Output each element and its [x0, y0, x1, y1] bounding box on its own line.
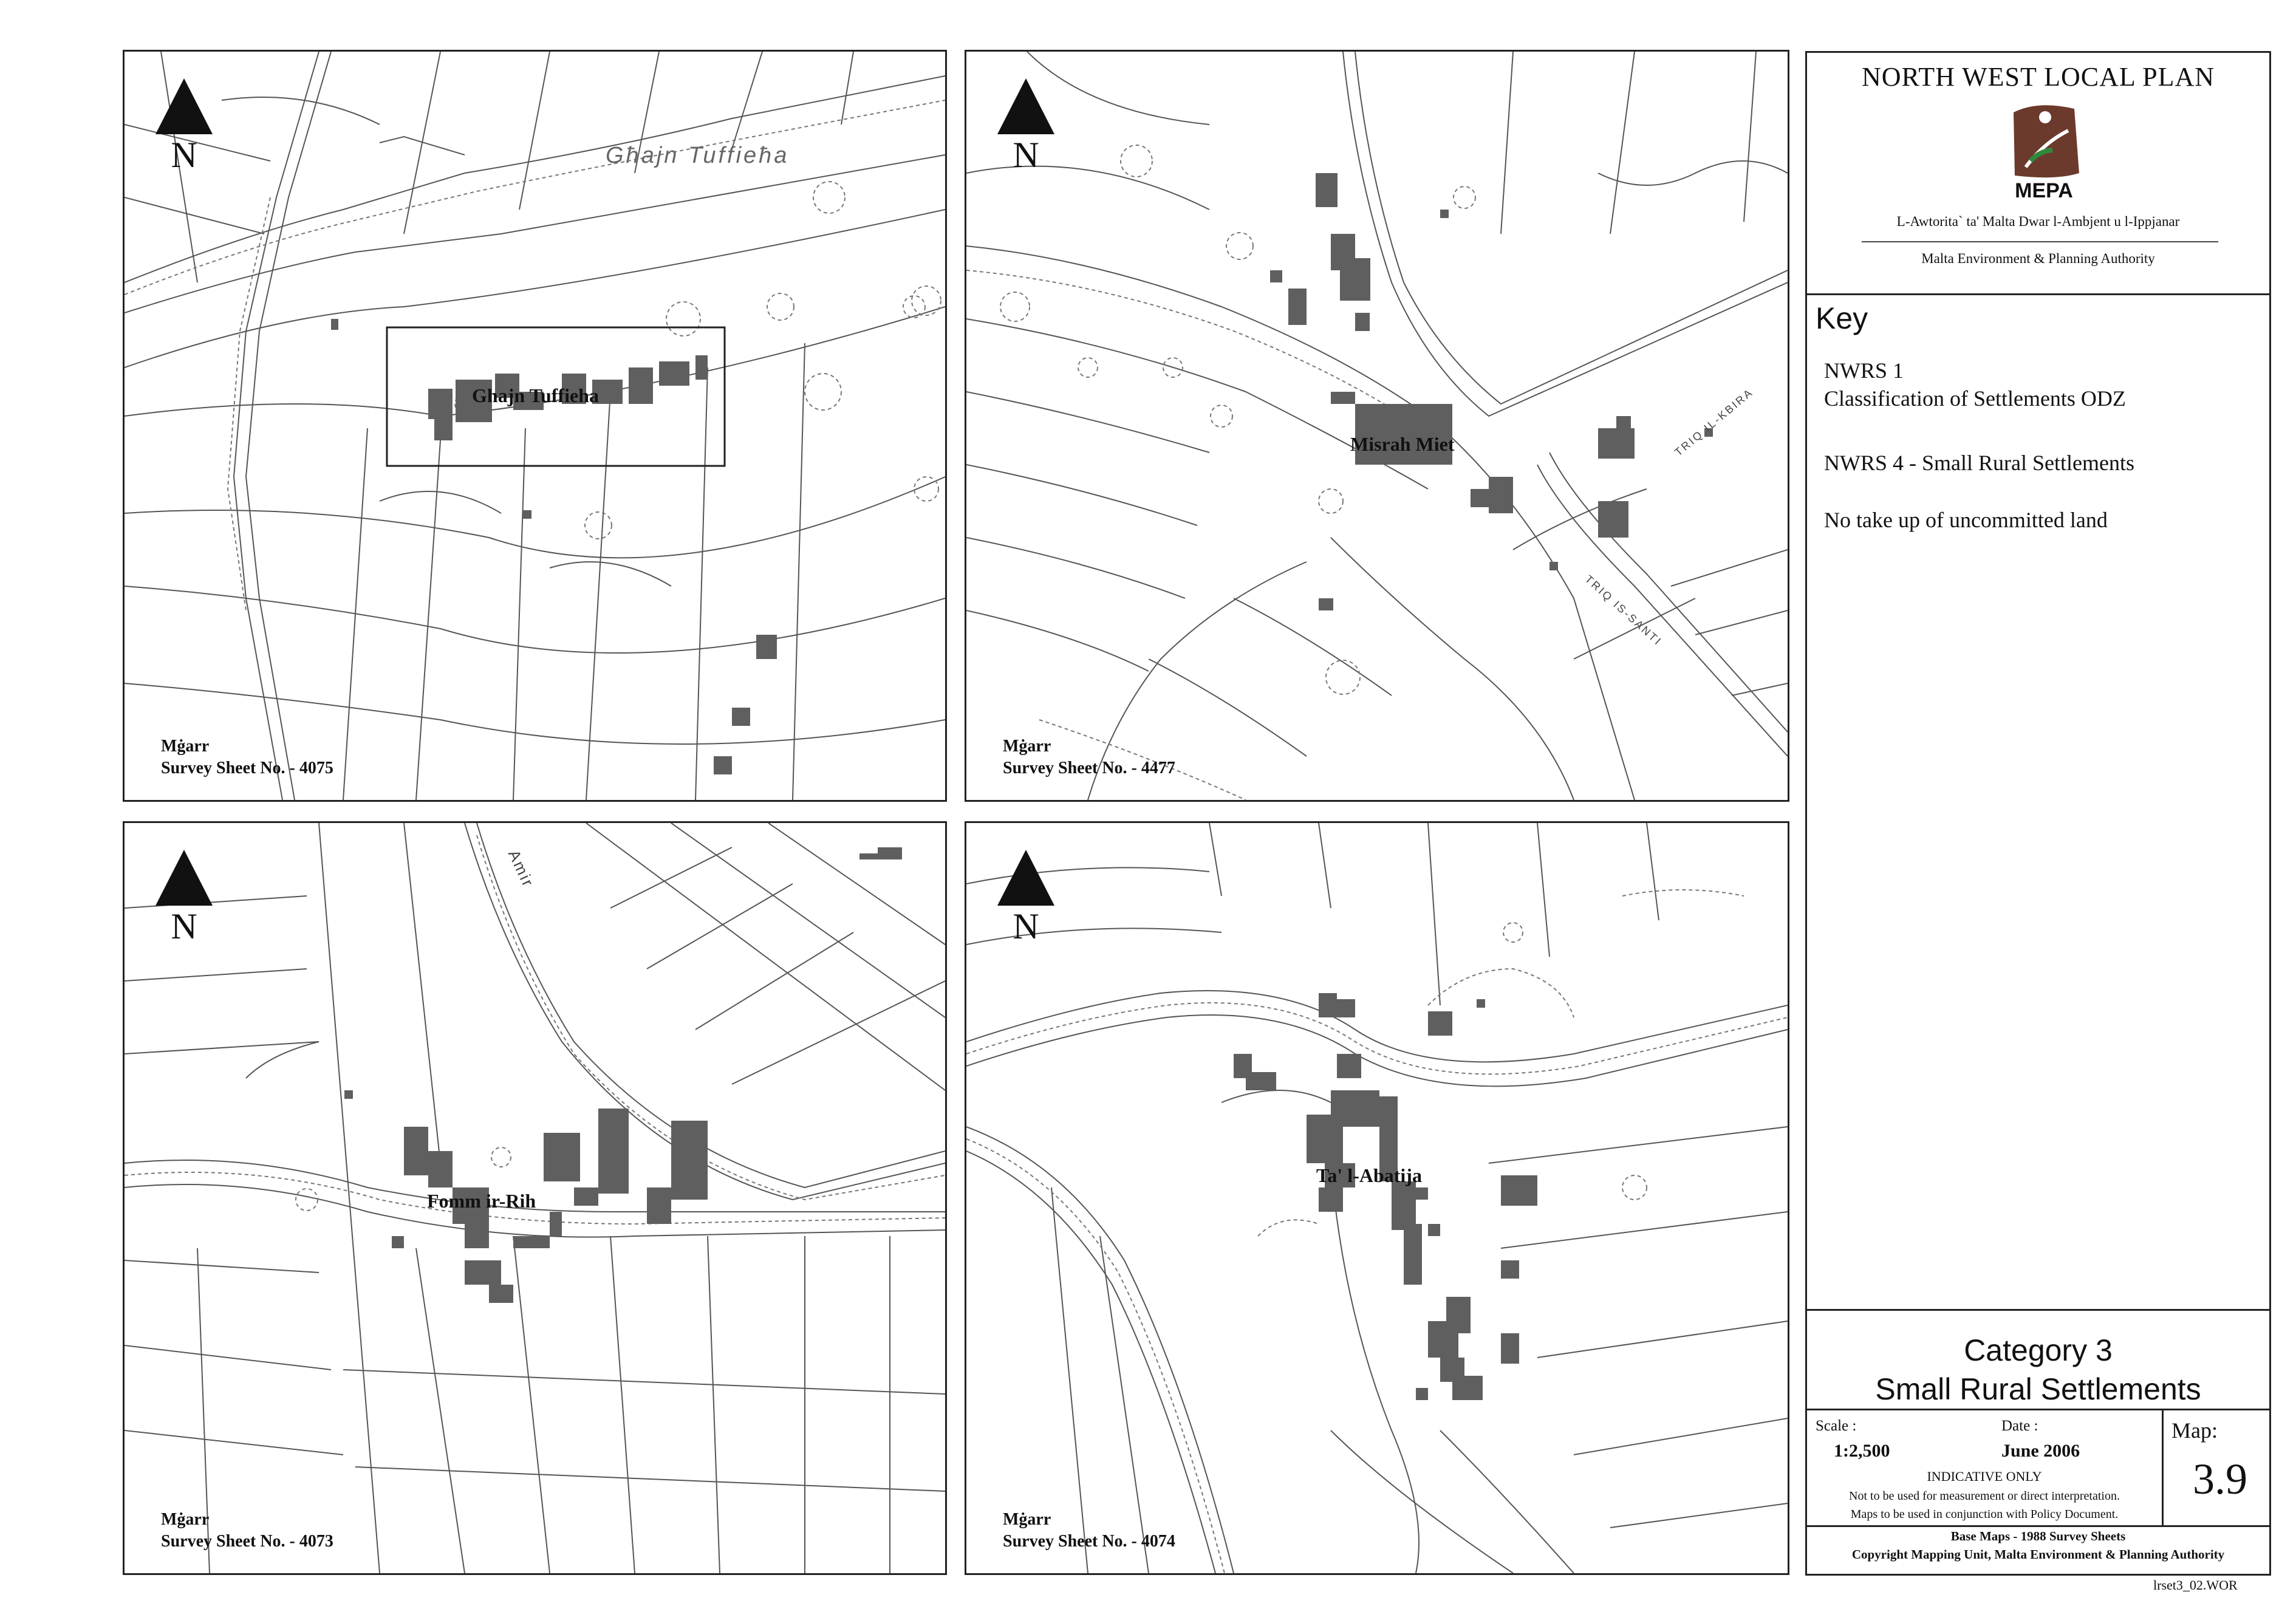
key-item: No take up of uncommitted land: [1824, 508, 2108, 532]
north-label: N: [171, 135, 197, 175]
north-arrow-icon: [155, 850, 213, 906]
map-panel-ghajn-tuffieha: [123, 50, 947, 802]
plan-title: NORTH WEST LOCAL PLAN: [1862, 62, 2215, 92]
document-reference: lrset3_02.WOR: [2153, 1577, 2238, 1593]
logo-text: MEPA: [2015, 179, 2073, 202]
north-label: N: [1013, 906, 1039, 946]
scale-value: 1:2,500: [1834, 1441, 1890, 1461]
org-name-english: Malta Environment & Planning Authority: [1921, 251, 2155, 266]
north-label: N: [1013, 135, 1039, 175]
north-arrow: [154, 850, 214, 945]
locality-label: Mġarr: [161, 737, 210, 756]
basemap-lines: [966, 823, 1788, 1573]
key-item: NWRS 1: [1824, 358, 1904, 383]
title-block-header: [1807, 53, 2269, 295]
usage-note: Maps to be used in conjunction with Policy Document.: [1850, 1508, 2119, 1521]
metadata-box: [1807, 1409, 2269, 1526]
faint-place-label: Għajn Tuffieħa: [606, 143, 790, 168]
sheet-caption: [161, 1509, 333, 1553]
date-value: June 2006: [2001, 1441, 2080, 1461]
date-label: Date :: [2001, 1418, 2038, 1434]
settlement-label: Ghajn Tuffieha: [472, 384, 599, 406]
sheet-caption: [1003, 736, 1175, 779]
basemap-lines: [125, 52, 945, 800]
sheet-number-label: Survey Sheet No. - 4073: [161, 1532, 333, 1551]
scale-label: Scale :: [1816, 1418, 1857, 1434]
divider: [1862, 241, 2218, 242]
locality-label: Mġarr: [1003, 737, 1051, 756]
base-map-note: Base Maps - 1988 Survey Sheets: [1950, 1529, 2126, 1543]
copyright-note: Copyright Mapping Unit, Malta Environment & Planning Authority: [1851, 1547, 2225, 1562]
sheet-caption: [1003, 1509, 1175, 1553]
title-block: [1805, 51, 2271, 1576]
indicative-note: INDICATIVE ONLY: [1927, 1469, 2042, 1484]
map-number: 3.9: [2193, 1455, 2247, 1503]
sheet-caption: [161, 736, 333, 779]
key-item: Classification of Settlements ODZ: [1824, 386, 2126, 411]
north-arrow: [996, 850, 1056, 945]
north-arrow-icon: [155, 78, 213, 134]
settlement-label: Ta' l-Abatija: [1316, 1164, 1422, 1186]
street-label: TRIQ IL-KBIRA: [1672, 386, 1756, 459]
settlement-label: Misrah Miet: [1350, 433, 1455, 455]
north-arrow: [154, 78, 214, 173]
copyright-footer: [1807, 1525, 2269, 1579]
basemap-lines: [966, 52, 1788, 800]
sheet-number-label: Survey Sheet No. - 4074: [1003, 1532, 1175, 1551]
usage-note: Not to be used for measurement or direct interpretation.: [1849, 1489, 2120, 1503]
divider: [2162, 1410, 2164, 1526]
map-label: Map:: [2171, 1418, 2218, 1443]
north-arrow-icon: [997, 850, 1054, 906]
mepa-logo-icon: [2001, 100, 2086, 210]
street-label: Amir: [504, 847, 538, 891]
north-arrow-icon: [997, 78, 1054, 134]
usage-notes: [1807, 1487, 2162, 1523]
key-title: Key: [1816, 301, 1868, 335]
category-title: Category 3: [1964, 1333, 2113, 1367]
map-panel-misrah-miet: [965, 50, 1789, 802]
street-label: TRIQ IS-SANTI: [1582, 573, 1665, 649]
category-subtitle: Small Rural Settlements: [1875, 1372, 2201, 1406]
locality-label: Mġarr: [1003, 1510, 1051, 1529]
map-panel-ta-l-abatija: [965, 821, 1789, 1575]
map-panel-fomm-ir-rih: [123, 821, 947, 1575]
settlement-label: Fomm ir-Rih: [427, 1190, 536, 1212]
north-label: N: [171, 906, 197, 946]
sheet-number-label: Survey Sheet No. - 4477: [1003, 759, 1175, 777]
org-name-maltese: L-Awtorita` ta' Malta Dwar l-Ambjent u l-Ippjanar: [1896, 214, 2180, 229]
key-item: NWRS 4 - Small Rural Settlements: [1824, 451, 2134, 475]
sheet-number-label: Survey Sheet No. - 4075: [161, 759, 333, 777]
locality-label: Mġarr: [161, 1510, 210, 1529]
north-arrow: [996, 78, 1056, 173]
